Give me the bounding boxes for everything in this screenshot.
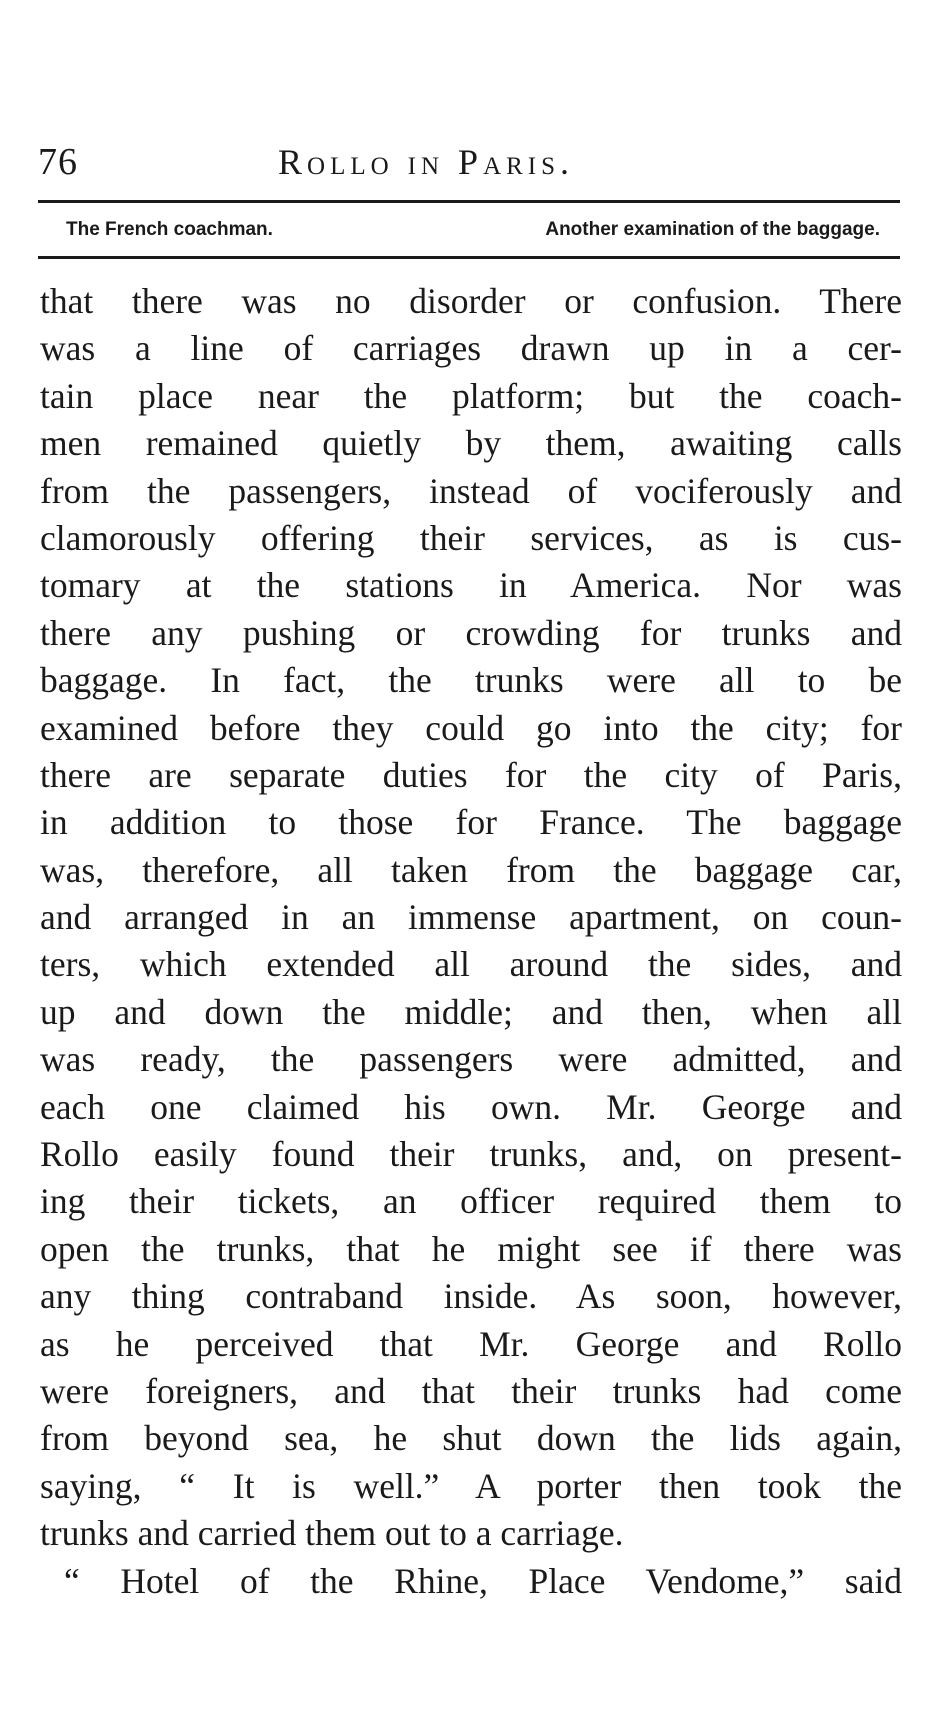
subheads xyxy=(38,210,900,250)
text-line: was ready, the passengers were admitted, and xyxy=(40,1039,902,1080)
text-line: was, therefore, all taken from the baggage car, xyxy=(40,849,902,890)
text-line: in addition to those for France. The baggage xyxy=(40,802,902,843)
text-line: and arranged in an immense apartment, on coun- xyxy=(40,897,902,938)
text-line: “ Hotel of the Rhine, Place Vendome,” said xyxy=(64,1560,902,1601)
text-line: there are separate duties for the city of Paris, xyxy=(40,754,902,795)
text-line: tain place near the platform; but the coach- xyxy=(40,375,902,416)
text-line: examined before they could go into the city; for xyxy=(40,707,902,748)
subhead-right: Another examination of the baggage. xyxy=(545,219,880,240)
text-line: saying, “ It is well.” A porter then took the xyxy=(40,1465,902,1506)
text-line: as he perceived that Mr. George and Rollo xyxy=(40,1323,902,1364)
subhead-left: The French coachman. xyxy=(66,219,273,240)
text-line: from beyond sea, he shut down the lids again, xyxy=(40,1418,902,1459)
body-text xyxy=(40,278,902,1605)
text-line: Rollo easily found their trunks, and, on present- xyxy=(40,1134,902,1175)
text-line: men remained quietly by them, awaiting calls xyxy=(40,423,902,464)
page-number: 76 xyxy=(38,141,78,183)
text-line: ters, which extended all around the sides, and xyxy=(40,944,902,985)
text-line: was a line of carriages drawn up in a cer- xyxy=(40,328,902,369)
text-line: open the trunks, that he might see if there was xyxy=(40,1228,902,1269)
text-line: up and down the middle; and then, when all xyxy=(40,991,902,1032)
header-rule-top xyxy=(38,200,900,203)
book-title: Rollo in Paris. xyxy=(278,142,575,182)
text-line: ing their tickets, an officer required them to xyxy=(40,1181,902,1222)
text-line: tomary at the stations in America. Nor was xyxy=(40,565,902,606)
text-line: clamorously offering their services, as is cus- xyxy=(40,517,902,558)
text-line: from the passengers, instead of vociferously and xyxy=(40,470,902,511)
text-line: that there was no disorder or confusion. There xyxy=(40,281,902,321)
text-line: any thing contraband inside. As soon, however, xyxy=(40,1276,902,1317)
text-line: trunks and carried them out to a carriage. xyxy=(40,1513,624,1554)
running-head xyxy=(38,138,900,186)
header-rule-bottom xyxy=(38,256,900,259)
text-line: there any pushing or crowding for trunks and xyxy=(40,612,902,653)
text-line: each one claimed his own. Mr. George and xyxy=(40,1086,902,1127)
text-line: were foreigners, and that their trunks had come xyxy=(40,1370,902,1411)
text-line: baggage. In fact, the trunks were all to be xyxy=(40,660,902,701)
